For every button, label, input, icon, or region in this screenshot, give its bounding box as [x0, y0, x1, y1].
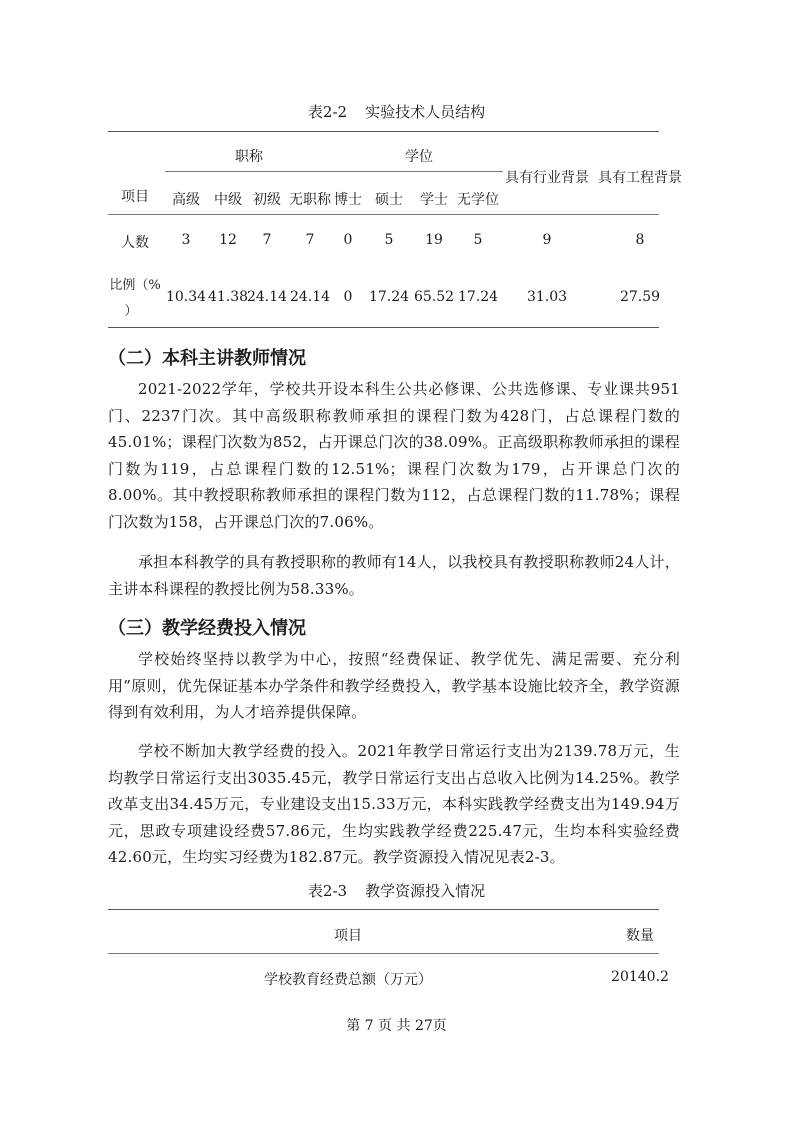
ratio-cell: 17.24 — [457, 289, 499, 305]
table-2-2-caption-title: 实验技术人员结构 — [365, 103, 486, 121]
section-3-paragraph-2: 学校不断加大教学经费的投入。2021年教学日常运行支出为2139.78万元，生均教学日常运行支出3035.45元，教学日常运行支出占总收入比例为14.25%。教学改革支出34.45万元，专业建设支出15.33万元，本科实践教学经费支出为149.94万元，思政专项建设经费57.86元，生均实践教学经费225.47元，生均本科实验经费42.60元，生均实习经费为182.87元。教学资源投入情况见表2-3。 — [108, 742, 680, 866]
ratio-cell: 27.59 — [619, 289, 661, 305]
count-cell: 8 — [635, 232, 645, 248]
ratio-cell: 24.14 — [289, 289, 331, 305]
section-2-heading: （二）本科主讲教师情况 — [108, 348, 306, 369]
ratio-cell: 24.14 — [246, 289, 288, 305]
row-label-count: 人数 — [121, 235, 149, 251]
sub-header-cell: 初级 — [253, 192, 281, 208]
table-2-3-top-rule — [108, 909, 659, 910]
table-2-3-caption — [0, 880, 793, 901]
section-3-heading: （三）教学经费投入情况 — [108, 618, 306, 639]
sub-header-cell: 无职称 — [289, 192, 331, 208]
sub-header-cell: 无学位 — [457, 192, 499, 208]
group-header-degree: 学位 — [405, 149, 433, 165]
count-cell: 5 — [384, 232, 394, 248]
count-cell: 7 — [262, 232, 272, 248]
ratio-cell: 41.38 — [207, 289, 249, 305]
group-header-title: 职称 — [235, 149, 263, 165]
table-top-rule — [108, 131, 659, 132]
sub-header-cell: 博士 — [334, 192, 362, 208]
section-2-paragraph-1: 2021-2022学年，学校共开设本科生公共必修课、公共选修课、专业课共951门、2237门次。其中高级职称教师承担的课程门数为428门，占总课程门数的45.01%；课程门次数为852，占开课总门次的38.09%。正高级职称教师承担的课程门数为119，占总课程门数的12.51%；课程门次数为179，占开课总门次的8.00%。其中教授职称教师承担的课程门数为112，占总课程门数的11.78%；课程门次数为158，占开课总门次的7.06%。 — [108, 380, 680, 531]
table-2-2-caption-id: 表2-2 — [307, 103, 348, 121]
count-cell: 19 — [425, 232, 443, 248]
row-label-ratio-line1: 比例（% — [109, 278, 161, 293]
section-2-paragraph-2: 承担本科教学的具有教授职称的教师有14人，以我校具有教授职称教师24人计，主讲本科课程的教授比例为58.33%。 — [108, 553, 680, 598]
count-cell: 5 — [473, 232, 483, 248]
row-label-ratio-line2: ） — [124, 304, 138, 319]
header-item: 项目 — [121, 189, 149, 205]
table-2-3-header-item: 项目 — [334, 928, 362, 944]
header-industry-background: 具有行业背景 — [505, 170, 589, 186]
table-bottom-rule — [108, 327, 659, 328]
count-cell: 12 — [219, 232, 237, 248]
table-2-3-header-amount: 数量 — [626, 928, 654, 944]
ratio-cell: 17.24 — [368, 289, 410, 305]
count-cell: 0 — [343, 232, 353, 248]
sub-header-cell: 中级 — [214, 192, 242, 208]
count-cell: 3 — [181, 232, 191, 248]
header-engineering-background: 具有工程背景 — [598, 170, 682, 186]
table-2-2-caption — [0, 101, 793, 122]
ratio-cell: 65.52 — [413, 289, 455, 305]
group-header-rule — [165, 171, 503, 172]
count-cell: 9 — [542, 232, 552, 248]
page-footer: 第 7 页 共 27页 — [346, 1018, 447, 1034]
ratio-cell: 10.34 — [165, 289, 207, 305]
table-2-3-header-rule — [108, 953, 659, 954]
table-2-3-caption-title: 教学资源投入情况 — [365, 882, 486, 900]
table-2-3-row-item: 学校教育经费总额（万元） — [264, 972, 432, 988]
count-cell: 7 — [305, 232, 315, 248]
ratio-cell: 0 — [343, 289, 353, 305]
section-3-paragraph-1: 学校始终坚持以教学为中心，按照“经费保证、教学优先、满足需要、充分利用”原则，优先保证基本办学条件和教学经费投入，教学基本设施比较齐全，教学资源得到有效利用，为人才培养提供保障。 — [108, 650, 680, 721]
table-2-3-row-amount: 20140.2 — [611, 969, 669, 985]
sub-header-cell: 学士 — [420, 192, 448, 208]
table-2-3-caption-id: 表2-3 — [307, 882, 348, 900]
header-bottom-rule — [108, 214, 659, 215]
ratio-cell: 31.03 — [526, 289, 568, 305]
sub-header-cell: 硕士 — [375, 192, 403, 208]
sub-header-cell: 高级 — [172, 192, 200, 208]
